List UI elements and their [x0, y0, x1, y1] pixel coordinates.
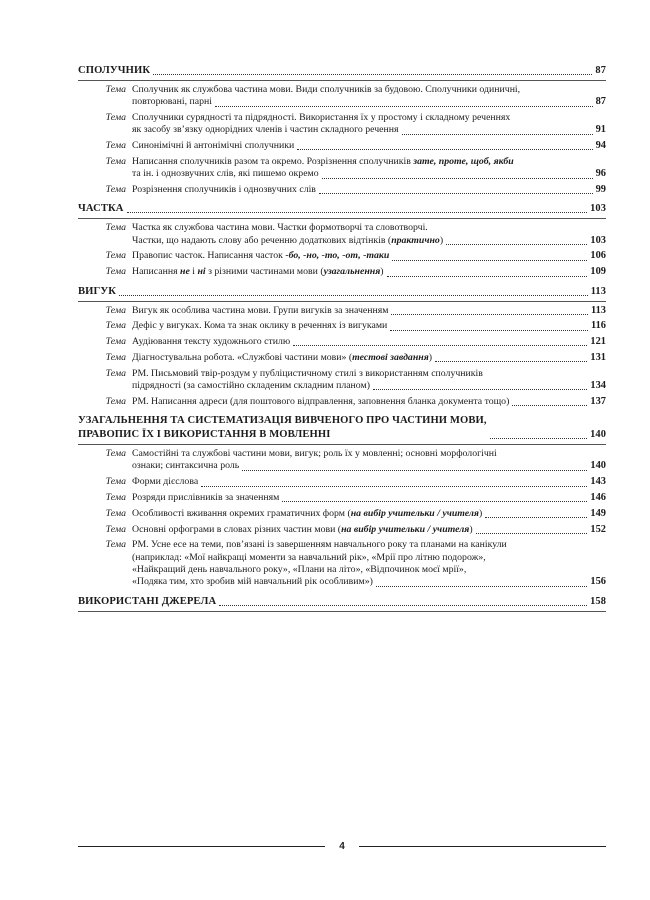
dot-leader: [476, 533, 588, 534]
dot-leader: [373, 389, 587, 390]
entry-text: [132, 96, 212, 108]
entry-label: Тема: [105, 492, 126, 504]
entry-text-run: Синонімічні й антонімічні сполучники: [132, 140, 295, 152]
toc-entry: [78, 84, 606, 109]
section-heading: [78, 414, 606, 445]
section-title: [78, 414, 487, 442]
toc-section: [78, 202, 606, 278]
entry-text-run: (наприклад: «Мої найкращі моменти за навчальний рік», «Мрії про літню подорож»,: [132, 551, 486, 563]
entry-emphasis: -бо, -но, -то, -от, -таки: [285, 250, 390, 262]
section-title: [78, 285, 116, 299]
entry-text: [132, 460, 239, 472]
section-page: 87: [595, 65, 606, 76]
entry-text-run: РМ. Усне есе на теми, пов’язані із завершенням навчального року та планами на канікули: [132, 539, 507, 551]
entry-page: 91: [595, 124, 606, 136]
entry-label: Тема: [105, 367, 126, 379]
entry-text-run: повторювані, парні: [132, 96, 212, 108]
entry-page: 146: [590, 492, 606, 504]
section-title: [78, 64, 150, 78]
entry-page: 106: [590, 250, 606, 262]
entry-line: [132, 250, 606, 262]
entry-line: [132, 368, 606, 380]
entry-text-run: «Подяка тим, хто зробив мій навчальний рік особливим»): [132, 576, 373, 588]
dot-leader: [392, 260, 587, 261]
entry-page: 113: [590, 304, 606, 316]
page-footer: [78, 840, 606, 852]
entry-text-run: ): [380, 266, 384, 278]
entry-label: Тема: [105, 112, 126, 124]
entry-text-run: Частки, що надають слову або реченню додаткових відтінків (: [132, 234, 392, 246]
entry-text: [132, 84, 520, 96]
footer-rule-left: [78, 846, 325, 847]
entry-page: 116: [590, 320, 606, 332]
dot-leader: [512, 405, 587, 406]
section-page: 158: [590, 595, 606, 607]
entry-text: [132, 235, 443, 247]
entry-text: [132, 184, 316, 196]
entry-label: Тема: [105, 320, 126, 332]
dot-leader: [201, 486, 587, 487]
entry-text: [132, 492, 279, 504]
entry-text: [132, 352, 432, 364]
entry-body: [132, 184, 606, 196]
entry-text: [132, 508, 482, 520]
entry-line: [132, 492, 606, 504]
entry-emphasis: не: [180, 266, 190, 278]
toc-entry: [78, 508, 606, 520]
entry-emphasis: ні: [197, 266, 206, 278]
entry-label: Тема: [105, 336, 126, 348]
entry-text-run: Аудіювання тексту художнього стилю: [132, 336, 291, 348]
entry-label: Тема: [105, 140, 126, 152]
entry-text-run: Основні орфограми в словах різних частин мови (: [132, 523, 342, 535]
entry-text: [132, 222, 428, 234]
toc-entry: [78, 448, 606, 473]
entry-line: [132, 305, 606, 317]
entry-line: [132, 222, 606, 234]
entry-line: [132, 552, 606, 564]
entry-text: [132, 168, 319, 180]
table-of-contents: [78, 64, 606, 618]
entry-text-run: ): [439, 234, 444, 246]
dot-leader: [490, 438, 588, 439]
entry-text: [132, 112, 510, 124]
dot-leader: [153, 74, 592, 75]
entry-text-run: з різними частинами мови (: [205, 266, 324, 278]
entry-page: 103: [590, 234, 606, 246]
toc-entry: [78, 250, 606, 262]
entry-body: [132, 156, 606, 181]
entry-text: [132, 124, 399, 136]
entry-text-run: ): [478, 507, 483, 519]
entry-text-run: Частка як службова частина мови. Частки формотворчі та словотворчі.: [132, 222, 428, 234]
entry-label: Тема: [105, 222, 126, 234]
entry-emphasis: на вибір учительки / учителя: [350, 507, 479, 519]
entry-line: [132, 96, 606, 108]
entry-text-run: «Найкращий день навчального року», «Плани на літо», «Відпочинок моєї мрії»,: [132, 564, 467, 576]
section-page: 140: [590, 429, 606, 441]
entry-text: [132, 336, 290, 348]
dot-leader: [297, 149, 592, 150]
entry-label: Тема: [105, 155, 126, 167]
entry-label: Тема: [105, 351, 126, 363]
entry-line: [132, 476, 606, 488]
dot-leader: [376, 586, 587, 587]
entry-line: [132, 352, 606, 364]
entry-label: Тема: [105, 304, 126, 316]
dot-leader: [219, 605, 587, 606]
section-title-line: ВИКОРИСТАНІ ДЖЕРЕЛА: [78, 595, 217, 607]
entry-line: [132, 524, 606, 536]
entry-emphasis: зате, проте, щоб, якби: [413, 155, 514, 167]
entry-text-run: ознаки; синтаксична роль: [132, 460, 240, 472]
entry-line: [132, 576, 606, 588]
toc-entry: [78, 184, 606, 196]
entry-text: [132, 552, 486, 564]
entry-page: 134: [590, 380, 606, 392]
entry-text: [132, 576, 373, 588]
entry-page: 94: [595, 140, 606, 152]
entry-text: [132, 250, 389, 262]
entry-text-run: Дефіс у вигуках. Кома та знак оклику в реченнях із вигуками: [132, 320, 388, 332]
section-title: [78, 595, 216, 609]
entry-text-run: Форми дієслова: [132, 476, 199, 488]
entry-text-run: РМ. Написання адреси (для поштового відправлення, заповнення бланка документа тощо): [132, 395, 510, 407]
entry-label: Тема: [105, 395, 126, 407]
section-heading: [78, 595, 606, 612]
entry-body: [132, 368, 606, 393]
entry-page: 99: [595, 184, 606, 196]
entry-body: [132, 352, 606, 364]
entry-label: Тема: [105, 184, 126, 196]
toc-entry: [78, 396, 606, 408]
section-title-line: СПОЛУЧНИК: [78, 65, 151, 76]
entry-line: [132, 460, 606, 472]
entry-body: [132, 508, 606, 520]
entry-line: [132, 320, 606, 332]
entry-line: [132, 235, 606, 247]
entry-page: 87: [595, 96, 606, 108]
section-title-line: ПРАВОПИС ЇХ І ВИКОРИСТАННЯ В МОВЛЕННІ: [78, 429, 331, 441]
entry-body: [132, 492, 606, 504]
entry-label: Тема: [105, 507, 126, 519]
entry-text: [132, 266, 384, 278]
entry-body: [132, 112, 606, 137]
entry-line: [132, 448, 606, 460]
dot-leader: [387, 276, 588, 277]
entry-line: [132, 336, 606, 348]
toc-entry: [78, 156, 606, 181]
entry-text: [132, 396, 509, 408]
section-title-line: ЧАСТКА: [78, 203, 124, 215]
toc-entry: [78, 524, 606, 536]
dot-leader: [446, 244, 587, 245]
entry-label: Тема: [105, 476, 126, 488]
toc-entry: [78, 140, 606, 152]
entry-page: 149: [590, 507, 606, 519]
section-heading: [78, 64, 606, 81]
entry-emphasis: узагальнення: [323, 266, 381, 278]
entry-text: [132, 156, 514, 168]
toc-entry: [78, 492, 606, 504]
entry-text-run: Сполучник як службова частина мови. Види сполучників за будовою. Сполучники одиничні,: [132, 84, 521, 95]
dot-leader: [435, 361, 587, 362]
dot-leader: [127, 212, 588, 213]
entry-label: Тема: [105, 448, 126, 460]
toc-entry: [78, 476, 606, 488]
entry-emphasis: тестові завдання: [352, 351, 429, 363]
entry-line: [132, 539, 606, 551]
entry-text: [132, 320, 387, 332]
entry-label: Тема: [105, 523, 126, 535]
entry-body: [132, 396, 606, 408]
entry-line: [132, 140, 606, 152]
entry-text-run: Написання: [132, 266, 181, 278]
entry-text: [132, 368, 483, 380]
entry-line: [132, 112, 606, 124]
dot-leader: [391, 314, 588, 315]
toc-entry: [78, 266, 606, 278]
toc-entry: [78, 320, 606, 332]
entry-text-run: Вигук як особлива частина мови. Групи вигуків за значенням: [132, 304, 389, 316]
entry-text-run: Розряди прислівників за значенням: [132, 492, 280, 504]
entry-text: [132, 564, 466, 576]
entry-text-run: Самостійні та службові частини мови, вигук; роль їх у мовленні; основні морфологічні: [132, 448, 497, 460]
section-title: [78, 202, 124, 216]
dot-leader: [319, 193, 593, 194]
entry-body: [132, 266, 606, 278]
entry-body: [132, 539, 606, 588]
entry-body: [132, 140, 606, 152]
entry-text: [132, 305, 388, 317]
toc-entry: [78, 305, 606, 317]
entry-page: 156: [590, 576, 606, 588]
toc-section: [78, 414, 606, 588]
entry-text-run: Розрізнення сполучників і однозвучних слів: [132, 184, 316, 196]
toc-entry: [78, 222, 606, 247]
toc-entry: [78, 539, 606, 588]
toc-entry: [78, 368, 606, 393]
entry-text: [132, 140, 294, 152]
dot-leader: [293, 345, 587, 346]
entry-body: [132, 222, 606, 247]
footer-rule-right: [359, 846, 606, 847]
entry-line: [132, 156, 606, 168]
toc-entry: [78, 336, 606, 348]
entry-text-run: Сполучники сурядності та підрядності. Використання їх у простому і складному реченнях: [132, 112, 511, 124]
entry-text: [132, 476, 198, 488]
entry-emphasis: на вибір учительки / учителя: [341, 523, 470, 535]
section-title-line: ВИГУК: [78, 285, 117, 297]
dot-leader: [282, 501, 587, 502]
entry-line: [132, 508, 606, 520]
toc-section: [78, 595, 606, 612]
entry-line: [132, 396, 606, 408]
entry-label: Тема: [105, 539, 126, 551]
section-title-line: УЗАГАЛЬНЕННЯ ТА СИСТЕМАТИЗАЦІЯ ВИВЧЕНОГО ПРО ЧАСТИНИ МОВИ,: [78, 415, 487, 427]
entry-line: [132, 380, 606, 392]
entry-body: [132, 250, 606, 262]
entry-text-run: як засобу зв’язку однорідних членів і частин складного речення: [132, 124, 399, 136]
section-heading: [78, 285, 606, 302]
entry-line: [132, 168, 606, 180]
entry-label: Тема: [105, 266, 126, 278]
entry-body: [132, 84, 606, 109]
entry-page: 121: [590, 336, 606, 348]
entry-text-run: і: [189, 266, 198, 278]
entry-text: [132, 524, 473, 536]
toc-entry: [78, 352, 606, 364]
entry-page: 152: [590, 523, 606, 535]
entry-body: [132, 320, 606, 332]
entry-body: [132, 305, 606, 317]
entry-line: [132, 84, 606, 96]
entry-text-run: підрядності (за самостійно складеним складним планом): [132, 380, 370, 392]
section-page: 103: [590, 203, 606, 215]
page-number: 4: [339, 840, 345, 852]
entry-page: 143: [590, 476, 606, 488]
dot-leader: [485, 517, 587, 518]
entry-page: 140: [590, 460, 606, 472]
entry-page: 131: [590, 351, 606, 363]
dot-leader: [322, 178, 593, 179]
entry-label: Тема: [105, 250, 126, 262]
entry-text-run: Правопис часток. Написання часток: [132, 250, 286, 262]
section-page: 113: [590, 285, 606, 297]
toc-section: [78, 64, 606, 196]
entry-text-run: ): [428, 351, 433, 363]
entry-line: [132, 124, 606, 136]
entry-page: 137: [590, 395, 606, 407]
dot-leader: [390, 330, 588, 331]
entry-line: [132, 184, 606, 196]
entry-page: 96: [595, 168, 606, 180]
section-heading: [78, 202, 606, 219]
entry-text-run: Особливості вживання окремих граматичних форм (: [132, 507, 351, 519]
entry-text-run: та ін. і однозвучних слів, які пишемо окремо: [132, 168, 319, 180]
entry-label: Тема: [105, 84, 126, 95]
entry-line: [132, 564, 606, 576]
entry-text-run: Написання сполучників разом та окремо. Розрізнення сполучників: [132, 155, 414, 167]
entry-line: [132, 266, 606, 278]
entry-page: 109: [590, 266, 606, 278]
entry-text: [132, 380, 370, 392]
dot-leader: [215, 106, 593, 107]
entry-text-run: РМ. Письмовий твір-роздум у публіцистичному стилі з використанням сполучників: [132, 367, 483, 379]
entry-body: [132, 524, 606, 536]
entry-body: [132, 336, 606, 348]
dot-leader: [119, 295, 588, 296]
entry-text-run: ): [469, 523, 473, 535]
entry-text: [132, 539, 507, 551]
entry-text-run: Діагностувальна робота. «Службові частини мови» (: [132, 351, 353, 363]
entry-emphasis: практично: [391, 234, 440, 246]
toc-entry: [78, 112, 606, 137]
toc-section: [78, 285, 606, 409]
dot-leader: [402, 134, 593, 135]
entry-body: [132, 448, 606, 473]
dot-leader: [242, 470, 587, 471]
entry-text: [132, 448, 497, 460]
entry-body: [132, 476, 606, 488]
